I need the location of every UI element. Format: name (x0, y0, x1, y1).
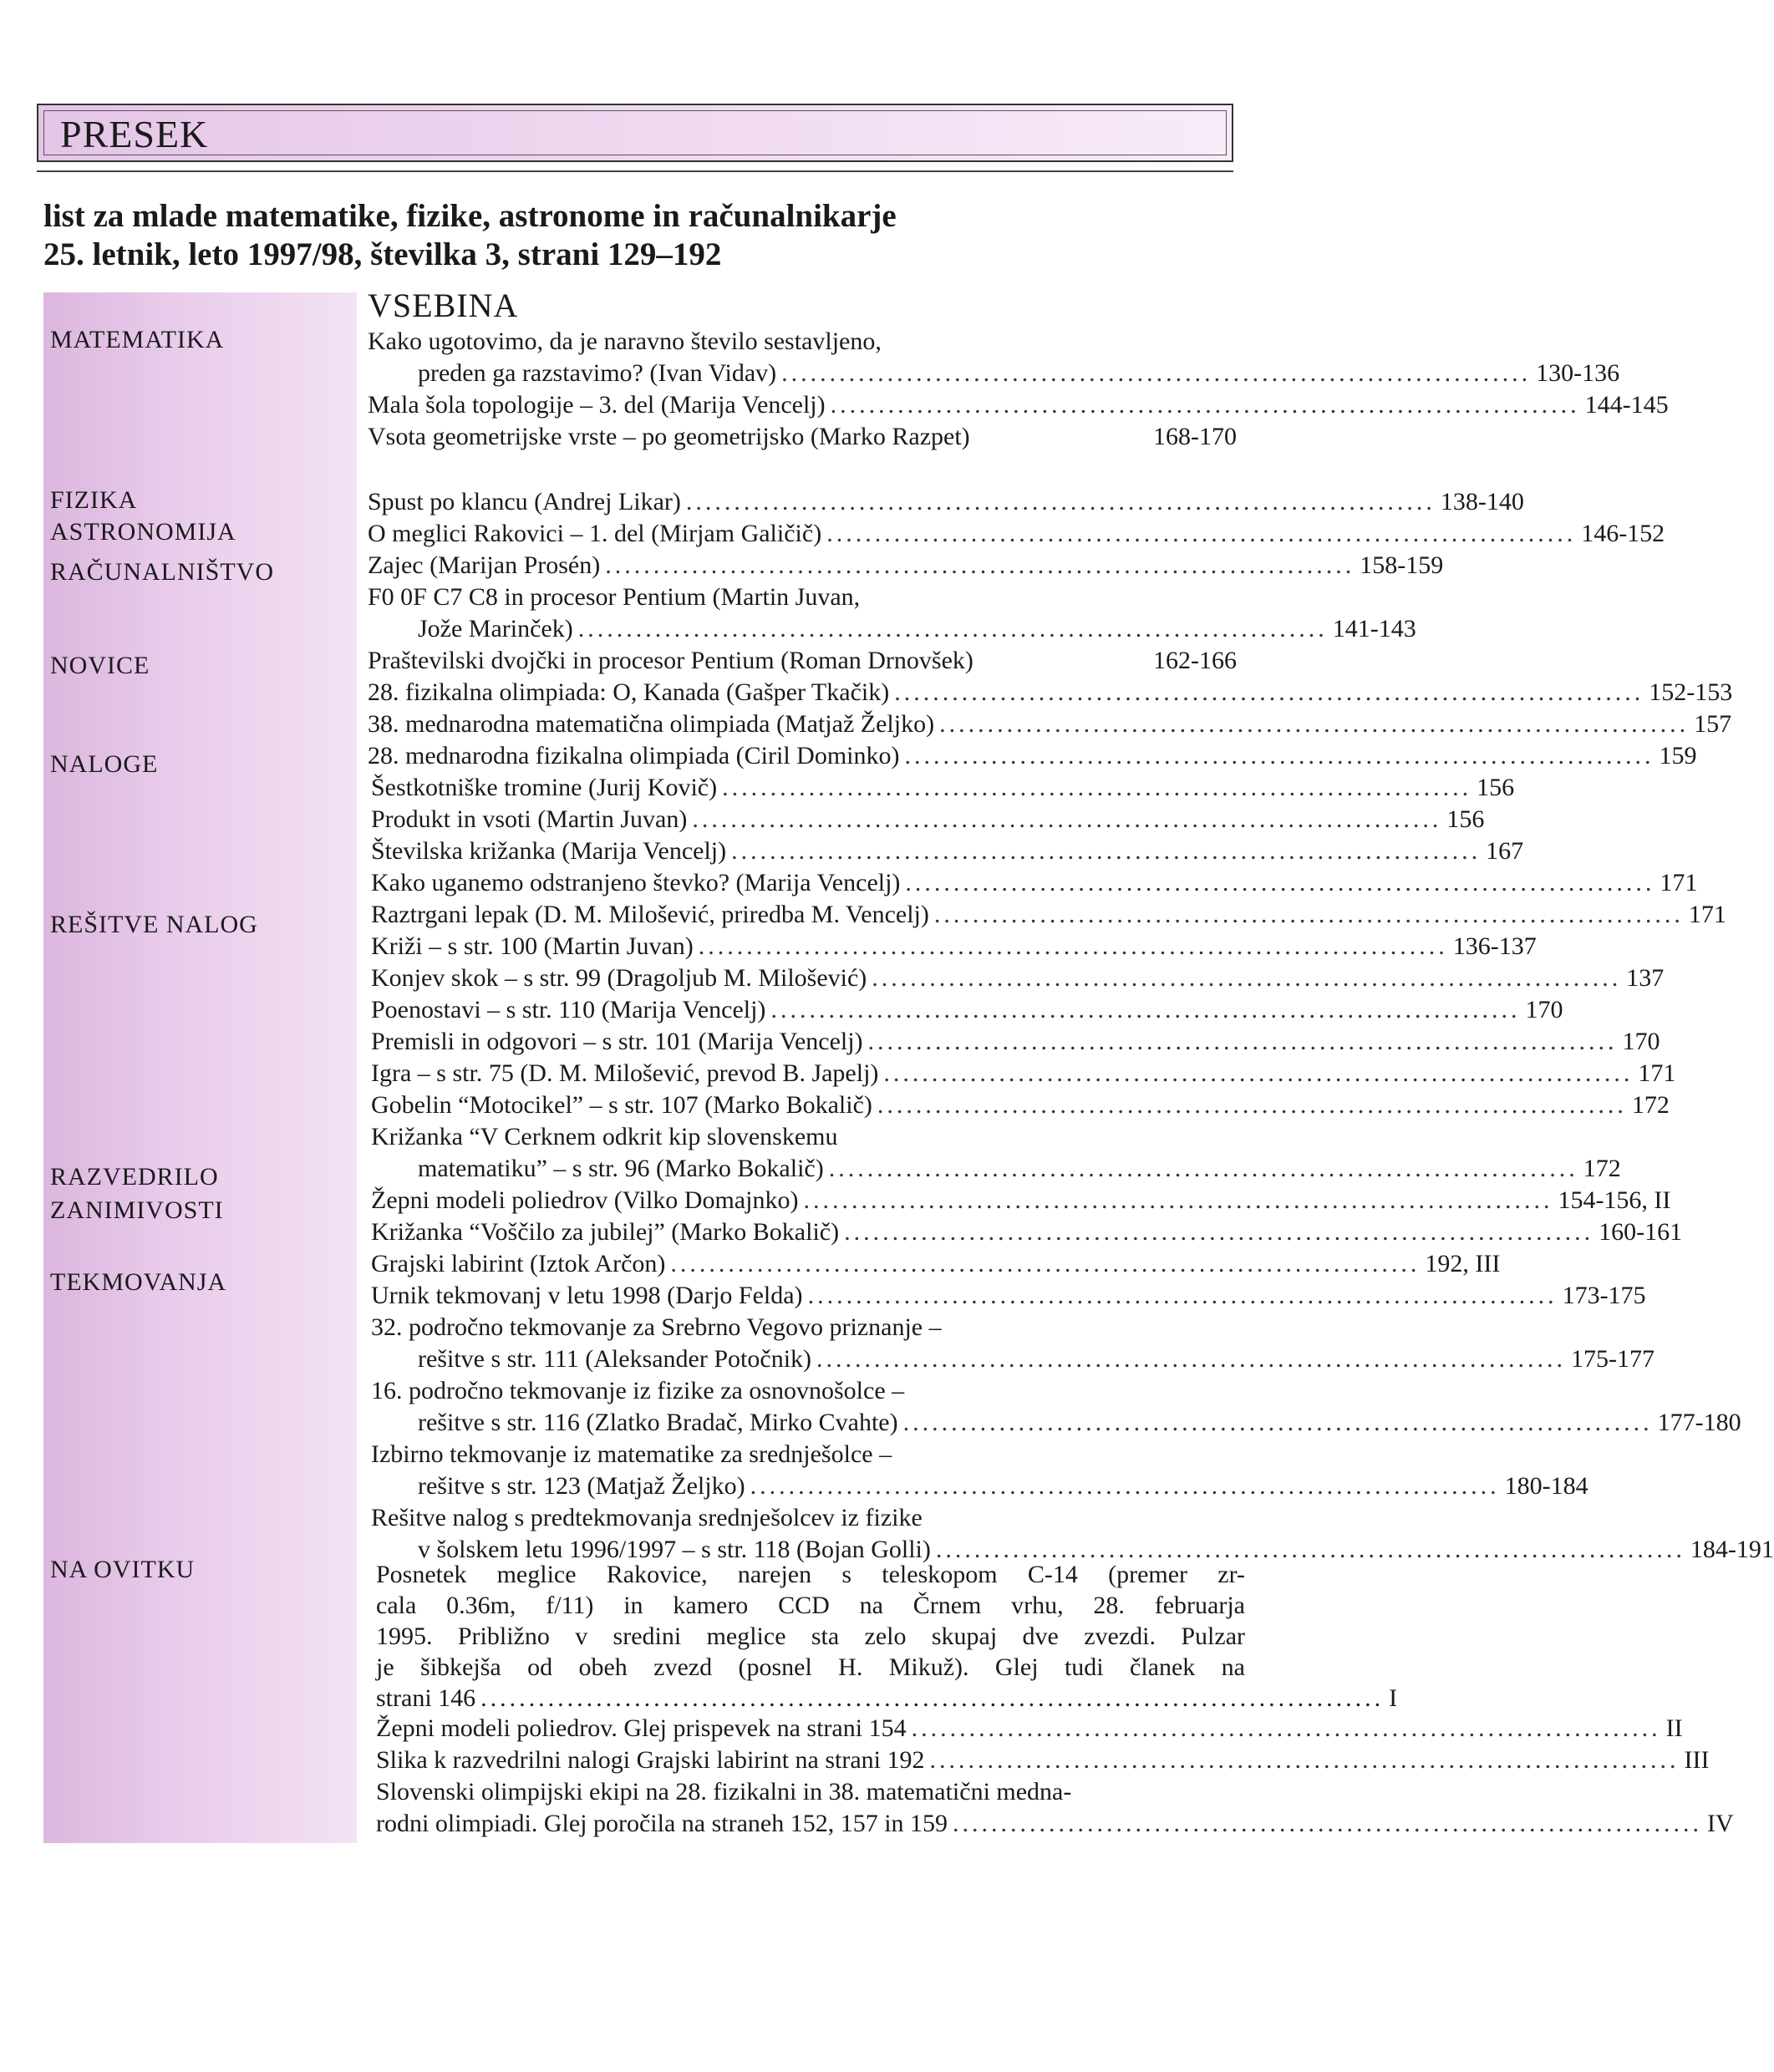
entry-pages: 136-137 (1452, 932, 1537, 960)
dot-leader: .............................................................................. (685, 488, 1436, 515)
subtitle-line-1: list za mlade matematike, fizike, astronome in računalnikarje (43, 198, 897, 234)
entry-title: 38. mednarodna matematična olimpiada (Matjaž Željko) (368, 710, 935, 738)
entry-title: Zajec (Marijan Prosén) (368, 551, 601, 579)
cover-item-pages: III (1684, 1746, 1710, 1774)
category-zanimivosti: ZANIMIVOSTI (50, 1196, 224, 1224)
toc-entry (371, 1059, 1676, 1088)
entry-line1: Križanka “V Cerknem odkrit kip slovenskemu (371, 1123, 838, 1150)
entry-title: 28. fizikalna olimpiada: O, Kanada (Gašper Tkačik) (368, 678, 890, 706)
entry-pages: 137 (1626, 964, 1665, 992)
toc-entry (371, 1091, 1670, 1120)
entry-pages: 168-170 (1153, 423, 1237, 450)
toc-entry (371, 869, 1698, 897)
category-naloge: NALOGE (50, 750, 159, 778)
toc-entry (418, 1409, 1741, 1437)
entry-title: matematiku” – s str. 96 (Marko Bokalič) (418, 1155, 824, 1182)
cover-last-text: strani 146 (376, 1684, 476, 1712)
entry-pages: 138-140 (1440, 488, 1524, 515)
entry-pages: 184-191 (1690, 1536, 1774, 1563)
dot-leader: .............................................................................. (722, 774, 1472, 801)
dot-leader: .............................................................................. (905, 869, 1655, 896)
entry-pages: 157 (1694, 710, 1732, 738)
dot-leader: .............................................................................. (577, 615, 1328, 642)
entry-title: rešitve s str. 116 (Zlatko Bradač, Mirko Cvahte) (418, 1409, 898, 1436)
toc-entry (371, 1282, 1646, 1310)
entry-pages: 171 (1688, 901, 1726, 928)
entry-pages: 170 (1525, 996, 1563, 1023)
dot-leader: .............................................................................. (605, 551, 1355, 579)
entry-pages: 141-143 (1332, 615, 1416, 642)
toc-entry (368, 742, 1697, 770)
cover-last-line (376, 1683, 1398, 1714)
dot-leader: .............................................................................. (803, 1186, 1553, 1214)
entry-title: Kako uganemo odstranjeno števko? (Marija Vencelj) (371, 869, 901, 896)
dot-leader: .............................................................................. (929, 1746, 1680, 1774)
contents-heading: VSEBINA (368, 287, 519, 324)
entry-pages: 156 (1446, 805, 1485, 833)
toc-entry (368, 551, 1444, 580)
dot-leader: .............................................................................. (826, 520, 1577, 547)
category-matematika: MATEMATIKA (50, 326, 225, 353)
cover-line: je šibkejša od obeh zvezd (posnel H. Mikuž). Glej tudi članek na (376, 1653, 1245, 1681)
entry-line1: F0 0F C7 C8 in procesor Pentium (Martin Juvan, (368, 583, 861, 611)
toc-entry (368, 520, 1665, 548)
dot-leader: .............................................................................. (933, 901, 1684, 928)
dot-leader: .............................................................................. (828, 1155, 1578, 1182)
entry-line1: Izbirno tekmovanje iz matematike za srednješolce – (371, 1440, 892, 1468)
toc-entry (371, 1186, 1671, 1215)
cover-item-title: rodni olimpiadi. Glej poročila na straneh 152, 157 in 159 (376, 1810, 948, 1837)
dot-leader: .............................................................................. (698, 932, 1448, 960)
dot-leader: .............................................................................. (750, 1472, 1500, 1500)
dot-leader: .............................................................................. (877, 1091, 1627, 1119)
toc-entry (371, 932, 1537, 961)
toc-entry (368, 710, 1732, 739)
entry-title: Križi – s str. 100 (Martin Juvan) (371, 932, 694, 960)
entry-title: rešitve s str. 111 (Aleksander Potočnik) (418, 1345, 812, 1373)
masthead (37, 104, 1233, 162)
toc-entry (368, 423, 1237, 451)
dot-leader: .............................................................................. (883, 1059, 1634, 1087)
category-novice: NOVICE (50, 652, 150, 679)
entry-title: Grajski labirint (Iztok Arčon) (371, 1250, 666, 1277)
toc-entry (371, 774, 1515, 802)
journal-title: PRESEK (60, 113, 209, 155)
entry-line1: Kako ugotovimo, da je naravno število sestavljeno, (368, 328, 882, 355)
entry-pages: 146-152 (1581, 520, 1665, 547)
dot-leader: .............................................................................. (904, 742, 1655, 769)
entry-title: Mala šola topologije – 3. del (Marija Vencelj) (368, 391, 826, 419)
entry-pages: 180-184 (1504, 1472, 1588, 1500)
cover-description (376, 1559, 1398, 1714)
entry-pages: 171 (1638, 1059, 1676, 1087)
entry-title: Produkt in vsoti (Martin Juvan) (371, 805, 688, 833)
dot-leader: .............................................................................. (731, 837, 1482, 865)
dot-leader: .............................................................................. (911, 1714, 1661, 1742)
dot-leader: .............................................................................. (935, 1536, 1685, 1563)
dot-leader: .............................................................................. (807, 1282, 1558, 1309)
entry-title: Vsota geometrijske vrste – po geometrijsko (Marko Razpet) (368, 423, 970, 450)
entry-title: Igra – s str. 75 (D. M. Milošević, prevod B. Japelj) (371, 1059, 879, 1087)
dot-leader: .............................................................................. (902, 1409, 1653, 1436)
entry-title: Žepni modeli poliedrov (Vilko Domajnko) (371, 1186, 799, 1214)
entry-title: Gobelin “Motocikel” – s str. 107 (Marko Bokalič) (371, 1091, 872, 1119)
header-rule (37, 170, 1233, 172)
category-tekmovanja: TEKMOVANJA (50, 1268, 227, 1296)
category-astronomija: ASTRONOMIJA (50, 518, 236, 546)
dot-leader: .............................................................................. (816, 1345, 1567, 1373)
cover-line: cala 0.36m, f/11) in kamero CCD na Črnem vrhu, 28. februarja (376, 1592, 1245, 1619)
toc-entry (371, 837, 1524, 866)
dot-leader: .............................................................................. (830, 391, 1580, 419)
dot-leader: .............................................................................. (781, 359, 1532, 387)
dot-leader: .............................................................................. (872, 964, 1622, 992)
category-razvedrilo: RAZVEDRILO (50, 1163, 219, 1191)
dot-leader: .............................................................................. (894, 678, 1644, 706)
entry-title: rešitve s str. 123 (Matjaž Željko) (418, 1472, 745, 1500)
entry-title: Šestkotniške tromine (Jurij Kovič) (371, 774, 718, 801)
entry-pages: 167 (1486, 837, 1524, 865)
entry-pages: 170 (1622, 1028, 1660, 1055)
entry-title: preden ga razstavimo? (Ivan Vidav) (418, 359, 777, 387)
entry-title: Konjev skok – s str. 99 (Dragoljub M. Milošević) (371, 964, 867, 992)
toc-entry (371, 964, 1665, 993)
entry-pages: 160-161 (1599, 1218, 1683, 1246)
dot-leader: .............................................................................. (953, 1810, 1703, 1837)
entry-line1: Rešitve nalog s predtekmovanja srednješolcev iz fizike (371, 1504, 923, 1531)
cover-item-pages: IV (1707, 1810, 1734, 1837)
entry-title: Jože Marinček) (418, 615, 573, 642)
toc-entry (418, 359, 1620, 388)
dot-leader: .............................................................................. (692, 805, 1442, 833)
masthead-inner-border (43, 110, 1227, 155)
entry-pages: 162-166 (1153, 647, 1237, 674)
entry-pages: 175-177 (1571, 1345, 1655, 1373)
entry-pages: 172 (1631, 1091, 1670, 1119)
toc-entry (368, 678, 1733, 707)
toc-entry (368, 647, 1237, 675)
subtitle-line-2: 25. letnik, leto 1997/98, številka 3, strani 129–192 (43, 236, 722, 272)
entry-pages: 192, III (1425, 1250, 1501, 1277)
category-resitve-nalog: REŠITVE NALOG (50, 911, 258, 938)
entry-pages: 177-180 (1657, 1409, 1741, 1436)
toc-entry (418, 1345, 1655, 1374)
cover-line: Posnetek meglice Rakovice, narejen s teleskopom C-14 (premer zr- (376, 1561, 1245, 1588)
cover-item-pages: II (1665, 1714, 1683, 1742)
cover-page: I (1389, 1684, 1398, 1712)
category-racunalnistvo: RAČUNALNIŠTVO (50, 558, 274, 586)
entry-pages: 172 (1583, 1155, 1621, 1182)
entry-pages: 159 (1659, 742, 1697, 769)
entry-title: Križanka “Voščilo za jubilej” (Marko Bokalič) (371, 1218, 840, 1246)
toc-entry (371, 1218, 1683, 1247)
cover-item (376, 1746, 1710, 1775)
cover-line: 1995. Približno v sredini meglice sta zelo skupaj dve zvezdi. Pulzar (376, 1623, 1245, 1650)
entry-title: O meglici Rakovici – 1. del (Mirjam Galičič) (368, 520, 822, 547)
cover-item-line1: Slovenski olimpijski ekipi na 28. fizikalni in 38. matematični medna- (376, 1778, 1072, 1805)
dot-leader: .............................................................................. (939, 710, 1690, 738)
toc-entry (371, 901, 1726, 929)
entry-title: Urnik tekmovanj v letu 1998 (Darjo Felda) (371, 1282, 803, 1309)
dot-leader: .............................................................................................. (480, 1684, 1385, 1712)
entry-title: Poenostavi – s str. 110 (Marija Vencelj) (371, 996, 766, 1023)
entry-line1: 32. področno tekmovanje za Srebrno Vegovo priznanje – (371, 1313, 942, 1341)
toc-entry (368, 488, 1524, 516)
entry-title: 28. mednarodna fizikalna olimpiada (Ciril Dominko) (368, 742, 900, 769)
entry-title: Spust po klancu (Andrej Likar) (368, 488, 681, 515)
entry-pages: 152-153 (1649, 678, 1733, 706)
cover-item-title: Žepni modeli poliedrov. Glej prispevek na strani 154 (376, 1714, 907, 1742)
toc-entry (418, 1155, 1621, 1183)
entry-title: Premisli in odgovori – s str. 101 (Marija Vencelj) (371, 1028, 863, 1055)
dot-leader: .............................................................................. (844, 1218, 1594, 1246)
cover-item-title: Slika k razvedrilni nalogi Grajski labirint na strani 192 (376, 1746, 925, 1774)
entry-pages: 130-136 (1536, 359, 1620, 387)
entry-pages: 156 (1477, 774, 1515, 801)
dot-leader: .............................................................................. (770, 996, 1521, 1023)
toc-entry (418, 1472, 1588, 1501)
entry-line1: 16. področno tekmovanje iz fizike za osnovnošolce – (371, 1377, 905, 1404)
toc-entry (371, 805, 1485, 834)
entry-pages: 154-156, II (1558, 1186, 1671, 1214)
cover-item (376, 1714, 1683, 1743)
category-na-ovitku: NA OVITKU (50, 1556, 196, 1583)
toc-entry (368, 391, 1669, 419)
entry-title: v šolskem letu 1996/1997 – s str. 118 (Bojan Golli) (418, 1536, 931, 1563)
category-fizika: FIZIKA (50, 486, 138, 514)
cover-item (376, 1810, 1734, 1838)
entry-title: Praštevilski dvojčki in procesor Pentium (Roman Drnovšek) (368, 647, 973, 674)
toc-entry (371, 1028, 1660, 1056)
toc-entry (371, 1250, 1501, 1278)
toc-entry (418, 615, 1416, 643)
entry-pages: 158-159 (1360, 551, 1444, 579)
entry-pages: 144-145 (1584, 391, 1669, 419)
dot-leader: .............................................................................. (670, 1250, 1421, 1277)
toc-entry (371, 996, 1563, 1024)
entry-title: Številska križanka (Marija Vencelj) (371, 837, 727, 865)
dot-leader: .............................................................................. (867, 1028, 1618, 1055)
entry-pages: 171 (1660, 869, 1698, 896)
entry-title: Raztrgani lepak (D. M. Milošević, priredba M. Vencelj) (371, 901, 929, 928)
entry-pages: 173-175 (1562, 1282, 1646, 1309)
